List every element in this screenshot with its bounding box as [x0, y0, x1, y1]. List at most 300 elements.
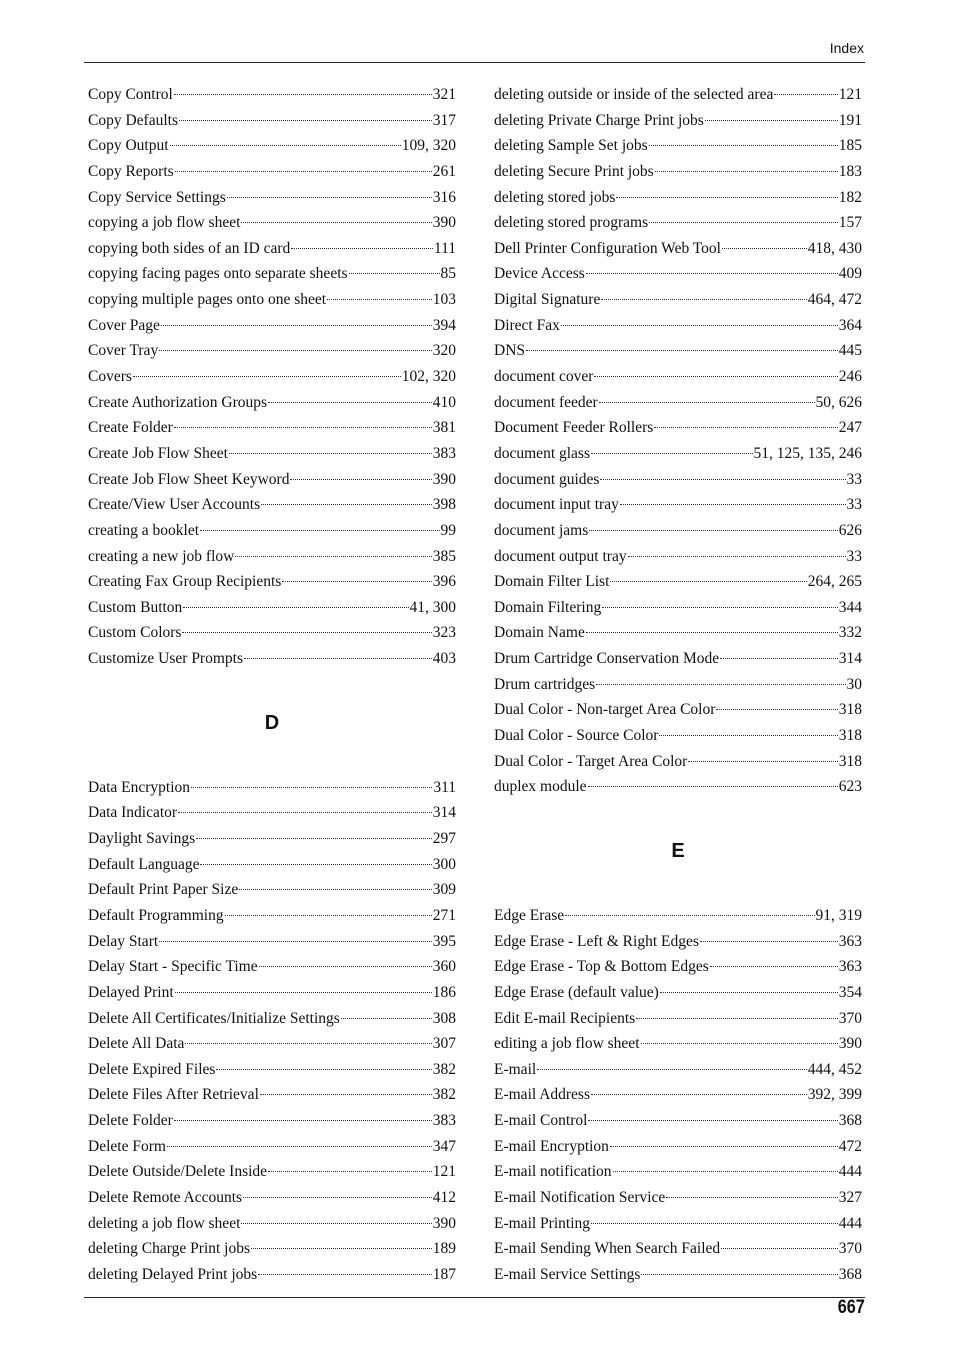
- index-term: copying facing pages onto separate sheets: [88, 265, 348, 283]
- index-page-refs: 623: [838, 778, 862, 796]
- index-term: Delete Folder: [88, 1112, 173, 1130]
- index-page-refs: 360: [432, 958, 456, 976]
- index-entry: [494, 1236, 862, 1262]
- index-entry: [88, 133, 456, 159]
- index-term: Document Feeder Rollers: [494, 419, 654, 437]
- index-term: deleting a job flow sheet: [88, 1214, 241, 1232]
- index-entry: [494, 287, 862, 313]
- index-term: document cover: [494, 368, 594, 386]
- index-entry: [494, 954, 862, 980]
- index-entry: [88, 338, 456, 364]
- dot-leader: [721, 1248, 838, 1249]
- dot-leader: [174, 94, 432, 95]
- index-entry: [88, 108, 456, 134]
- dot-leader: [159, 941, 432, 942]
- dot-leader: [649, 145, 838, 146]
- index-page-refs: 472: [838, 1137, 862, 1155]
- index-page-refs: 390: [838, 1035, 862, 1053]
- index-page-refs: 347: [432, 1137, 456, 1155]
- index-entry: [88, 185, 456, 211]
- index-term: Cover Tray: [88, 342, 159, 360]
- dot-leader: [716, 709, 837, 710]
- dot-leader: [649, 222, 838, 223]
- index-entry: [88, 775, 456, 801]
- index-page-refs: 354: [838, 983, 862, 1001]
- dot-leader: [291, 248, 433, 249]
- index-page-refs: 111: [433, 239, 456, 257]
- index-term: Dell Printer Configuration Web Tool: [494, 239, 721, 257]
- index-page-refs: 121: [432, 1163, 456, 1181]
- dot-leader: [227, 197, 432, 198]
- index-page-refs: 403: [432, 650, 456, 668]
- index-entry: [494, 1031, 862, 1057]
- index-entry: [494, 1006, 862, 1032]
- dot-leader: [710, 966, 838, 967]
- dot-leader: [241, 222, 431, 223]
- index-page-refs: 323: [432, 624, 456, 642]
- index-term: Custom Colors: [88, 624, 182, 642]
- index-term: Data Encryption: [88, 778, 191, 796]
- index-entry: [88, 210, 456, 236]
- index-entry: [494, 723, 862, 749]
- index-page-refs: 318: [838, 752, 862, 770]
- index-entry: [88, 364, 456, 390]
- index-entry: [88, 82, 456, 108]
- dot-leader: [268, 1171, 432, 1172]
- dot-leader: [591, 453, 753, 454]
- index-term: Edit E-mail Recipients: [494, 1009, 636, 1027]
- index-term: Domain Filtering: [494, 598, 602, 616]
- index-term: Delete Outside/Delete Inside: [88, 1163, 268, 1181]
- index-term: editing a job flow sheet: [494, 1035, 640, 1053]
- dot-leader: [200, 530, 439, 531]
- index-entry: [88, 800, 456, 826]
- header-rule: [84, 62, 865, 63]
- index-page-refs: 396: [432, 573, 456, 591]
- dot-leader: [641, 1043, 838, 1044]
- dot-leader: [341, 1018, 432, 1019]
- index-page-refs: 382: [432, 1086, 456, 1104]
- index-page-refs: 186: [432, 983, 456, 1001]
- index-group-d-continued: [494, 82, 862, 800]
- index-page-refs: 370: [838, 1009, 862, 1027]
- dot-leader: [720, 658, 838, 659]
- index-term: Domain Name: [494, 624, 585, 642]
- index-page-refs: 30: [846, 675, 862, 693]
- index-term: Delete Remote Accounts: [88, 1188, 243, 1206]
- index-entry: [494, 1108, 862, 1134]
- index-term: deleting stored programs: [494, 214, 649, 232]
- index-entry: [494, 929, 862, 955]
- dot-leader: [666, 1197, 837, 1198]
- dot-leader: [660, 992, 838, 993]
- index-page-refs: 307: [432, 1035, 456, 1053]
- index-term: Default Print Paper Size: [88, 881, 239, 899]
- index-entry: [494, 313, 862, 339]
- index-page-refs: 418, 430: [807, 239, 862, 257]
- dot-leader: [722, 248, 807, 249]
- index-page-refs: 395: [432, 932, 456, 950]
- index-page-refs: 368: [838, 1265, 862, 1283]
- index-term: document jams: [494, 521, 589, 539]
- index-page-refs: 316: [432, 188, 456, 206]
- index-term: copying multiple pages onto one sheet: [88, 291, 327, 309]
- index-entry: [88, 236, 456, 262]
- dot-leader: [225, 915, 432, 916]
- dot-leader: [591, 1094, 807, 1095]
- index-entry: [494, 1211, 862, 1237]
- index-entry: [494, 82, 862, 108]
- index-page-refs: 409: [838, 265, 862, 283]
- dot-leader: [183, 607, 408, 608]
- index-page-refs: 33: [846, 470, 862, 488]
- index-term: document feeder: [494, 393, 598, 411]
- index-term: E-mail notification: [494, 1163, 612, 1181]
- dot-leader: [282, 581, 431, 582]
- index-page-refs: 444: [838, 1163, 862, 1181]
- index-term: Copy Service Settings: [88, 188, 226, 206]
- index-term: Data Indicator: [88, 804, 178, 822]
- index-entry: [88, 467, 456, 493]
- dot-leader: [616, 197, 837, 198]
- index-term: Delete All Data: [88, 1035, 185, 1053]
- dot-leader: [613, 1171, 838, 1172]
- index-entry: [88, 826, 456, 852]
- index-entry: [494, 980, 862, 1006]
- index-entry: [494, 1082, 862, 1108]
- dot-leader: [700, 941, 838, 942]
- index-page-refs: 185: [838, 137, 862, 155]
- index-entry: [88, 1185, 456, 1211]
- index-page-refs: 157: [838, 214, 862, 232]
- index-page-refs: 398: [432, 496, 456, 514]
- index-group-d: [88, 775, 456, 1288]
- index-entry: [494, 749, 862, 775]
- index-page-refs: 99: [440, 521, 456, 539]
- index-page-refs: 182: [838, 188, 862, 206]
- index-page-refs: 187: [432, 1265, 456, 1283]
- index-page-refs: 318: [838, 727, 862, 745]
- dot-leader: [167, 1146, 432, 1147]
- index-entry: [88, 492, 456, 518]
- index-entry: [88, 544, 456, 570]
- index-page-refs: 121: [838, 86, 862, 103]
- dot-leader: [175, 992, 432, 993]
- dot-leader: [688, 761, 837, 762]
- index-entry: [494, 595, 862, 621]
- section-letter-e: E: [671, 839, 685, 862]
- index-entry: [88, 852, 456, 878]
- index-page-refs: 297: [432, 830, 456, 848]
- index-term: Copy Reports: [88, 162, 174, 180]
- index-entry: [88, 980, 456, 1006]
- index-page-refs: 321: [432, 86, 456, 103]
- index-page-refs: 445: [838, 342, 862, 360]
- index-entry: [88, 569, 456, 595]
- dot-leader: [589, 530, 837, 531]
- dot-leader: [179, 120, 432, 121]
- index-term: Daylight Savings: [88, 830, 196, 848]
- dot-leader: [175, 171, 432, 172]
- index-term: Delete Expired Files: [88, 1060, 216, 1078]
- index-page-refs: 363: [838, 932, 862, 950]
- index-entry: [88, 1236, 456, 1262]
- dot-leader: [636, 1018, 838, 1019]
- index-term: Delete Files After Retrieval: [88, 1086, 259, 1104]
- index-entry: [88, 1211, 456, 1237]
- index-term: Dual Color - Target Area Color: [494, 752, 688, 770]
- dot-leader: [261, 504, 432, 505]
- dot-leader: [596, 684, 845, 685]
- index-term: deleting Sample Set jobs: [494, 137, 648, 155]
- index-entry: [494, 697, 862, 723]
- dot-leader: [241, 1223, 431, 1224]
- index-group-c: [88, 82, 456, 672]
- index-entry: [494, 133, 862, 159]
- index-entry: [88, 595, 456, 621]
- index-entry: [494, 620, 862, 646]
- index-column-right: [494, 82, 862, 1288]
- index-page-refs: 264, 265: [807, 573, 862, 591]
- index-entry: [88, 620, 456, 646]
- dot-leader: [628, 556, 846, 557]
- index-term: creating a new job flow: [88, 547, 235, 565]
- index-page-refs: 344: [838, 598, 862, 616]
- index-entry: [494, 544, 862, 570]
- index-term: deleting Delayed Print jobs: [88, 1265, 258, 1283]
- index-page-refs: 314: [432, 804, 456, 822]
- index-entry: [494, 569, 862, 595]
- index-page-refs: 261: [432, 162, 456, 180]
- index-entry: [88, 1108, 456, 1134]
- dot-leader: [659, 735, 837, 736]
- dot-leader: [594, 376, 837, 377]
- index-entry: [494, 364, 862, 390]
- index-page-refs: 183: [838, 162, 862, 180]
- page-number: 667: [838, 1297, 865, 1318]
- index-page-refs: 103: [432, 291, 456, 309]
- dot-leader: [610, 1146, 838, 1147]
- index-page-refs: 109, 320: [401, 137, 456, 155]
- index-term: E-mail Service Settings: [494, 1265, 641, 1283]
- index-term: Copy Output: [88, 137, 169, 155]
- index-term: Dual Color - Source Color: [494, 727, 659, 745]
- dot-leader: [174, 427, 432, 428]
- dot-leader: [235, 556, 431, 557]
- index-page-refs: 317: [432, 111, 456, 129]
- dot-leader: [588, 1120, 837, 1121]
- footer-rule: [84, 1297, 865, 1298]
- index-term: Delete All Certificates/Initialize Settings: [88, 1009, 340, 1027]
- index-page-refs: 247: [838, 419, 862, 437]
- index-entry: [88, 313, 456, 339]
- index-group-e: [494, 903, 862, 1288]
- index-page-refs: 368: [838, 1112, 862, 1130]
- index-term: Create Folder: [88, 419, 173, 437]
- index-term: Edge Erase - Left & Right Edges: [494, 932, 699, 950]
- dot-leader: [182, 632, 431, 633]
- index-term: E-mail Address: [494, 1086, 590, 1104]
- index-term: E-mail Notification Service: [494, 1188, 666, 1206]
- dot-leader: [610, 581, 806, 582]
- index-term: deleting outside or inside of the selected area: [494, 86, 774, 103]
- index-term: Delay Start: [88, 932, 159, 950]
- index-page-refs: 385: [432, 547, 456, 565]
- index-page-refs: 464, 472: [807, 291, 862, 309]
- dot-leader: [774, 94, 837, 95]
- index-entry: [88, 1159, 456, 1185]
- index-page-refs: 327: [838, 1188, 862, 1206]
- dot-leader: [161, 325, 432, 326]
- index-term: Digital Signature: [494, 291, 601, 309]
- index-page-refs: 410: [432, 393, 456, 411]
- dot-leader: [229, 453, 432, 454]
- index-term: Cover Page: [88, 316, 160, 334]
- index-entry: [494, 646, 862, 672]
- index-entry: [88, 1057, 456, 1083]
- index-entry: [494, 210, 862, 236]
- index-entry: [494, 338, 862, 364]
- index-entry: [494, 1057, 862, 1083]
- index-entry: [494, 185, 862, 211]
- index-term: Creating Fax Group Recipients: [88, 573, 282, 591]
- index-page-refs: 370: [838, 1240, 862, 1258]
- index-term: Edge Erase - Top & Bottom Edges: [494, 958, 709, 976]
- running-header: Index: [829, 40, 864, 56]
- index-entry: [88, 1134, 456, 1160]
- index-page-refs: 444: [838, 1214, 862, 1232]
- dot-leader: [705, 120, 838, 121]
- index-term: DNS: [494, 342, 526, 360]
- index-term: E-mail: [494, 1060, 537, 1078]
- dot-leader: [591, 1223, 838, 1224]
- index-term: document glass: [494, 444, 590, 462]
- index-term: Copy Control: [88, 86, 173, 103]
- index-term: deleting Charge Print jobs: [88, 1240, 251, 1258]
- index-page-refs: 363: [838, 958, 862, 976]
- index-entry: [494, 1159, 862, 1185]
- index-entry: [494, 415, 862, 441]
- index-term: Delay Start - Specific Time: [88, 958, 258, 976]
- index-entry: [88, 441, 456, 467]
- index-entry: [494, 390, 862, 416]
- index-term: Drum cartridges: [494, 675, 596, 693]
- index-page-refs: 271: [432, 906, 456, 924]
- dot-leader: [588, 786, 838, 787]
- dot-leader: [159, 350, 432, 351]
- index-entry: [88, 646, 456, 672]
- dot-leader: [601, 299, 806, 300]
- index-entry: [88, 518, 456, 544]
- index-term: Default Programming: [88, 906, 224, 924]
- index-page-refs: 300: [432, 855, 456, 873]
- index-term: Covers: [88, 368, 132, 386]
- dot-leader: [243, 1197, 432, 1198]
- dot-leader: [239, 889, 432, 890]
- index-entry: [88, 390, 456, 416]
- index-term: Create Authorization Groups: [88, 393, 268, 411]
- dot-leader: [602, 607, 838, 608]
- index-term: document output tray: [494, 547, 627, 565]
- index-page-refs: 626: [838, 521, 862, 539]
- dot-leader: [620, 504, 846, 505]
- index-term: Delayed Print: [88, 983, 174, 1001]
- dot-leader: [349, 273, 440, 274]
- index-term: deleting stored jobs: [494, 188, 616, 206]
- index-term: Dual Color - Non-target Area Color: [494, 701, 716, 719]
- index-term: copying a job flow sheet: [88, 214, 241, 232]
- dot-leader: [290, 479, 431, 480]
- index-term: document guides: [494, 470, 600, 488]
- index-page-refs: 383: [432, 1112, 456, 1130]
- index-entry: [494, 774, 862, 800]
- index-page-refs: 390: [432, 470, 456, 488]
- dot-leader: [133, 376, 401, 377]
- index-entry: [88, 1262, 456, 1288]
- index-term: E-mail Printing: [494, 1214, 591, 1232]
- dot-leader: [260, 1094, 432, 1095]
- section-letter-d: D: [264, 711, 280, 734]
- dot-leader: [259, 966, 432, 967]
- dot-leader: [586, 632, 838, 633]
- dot-leader: [327, 299, 432, 300]
- dot-leader: [174, 1120, 432, 1121]
- dot-leader: [537, 1069, 807, 1070]
- index-entry: [88, 903, 456, 929]
- index-term: E-mail Encryption: [494, 1137, 609, 1155]
- index-page-refs: 390: [432, 214, 456, 232]
- index-column-left: [88, 82, 456, 1288]
- dot-leader: [244, 658, 432, 659]
- index-page-refs: 33: [846, 496, 862, 514]
- index-page-refs: 314: [838, 650, 862, 668]
- dot-leader: [268, 402, 432, 403]
- index-term: Default Language: [88, 855, 200, 873]
- index-page-refs: 189: [432, 1240, 456, 1258]
- dot-leader: [599, 402, 815, 403]
- index-entry: [494, 159, 862, 185]
- dot-leader: [178, 812, 432, 813]
- index-page-refs: 364: [838, 316, 862, 334]
- index-entry: [494, 441, 862, 467]
- index-term: creating a booklet: [88, 521, 200, 539]
- dot-leader: [216, 1069, 431, 1070]
- index-entry: [88, 287, 456, 313]
- index-entry: [88, 929, 456, 955]
- index-term: E-mail Sending When Search Failed: [494, 1240, 721, 1258]
- index-page-refs: 394: [432, 316, 456, 334]
- index-page-refs: 91, 319: [815, 906, 862, 924]
- index-term: Domain Filter List: [494, 573, 610, 591]
- index-entry: [88, 1006, 456, 1032]
- index-page-refs: 308: [432, 1009, 456, 1027]
- index-term: Customize User Prompts: [88, 650, 243, 668]
- dot-leader: [600, 479, 845, 480]
- dot-leader: [526, 350, 838, 351]
- dot-leader: [565, 915, 814, 916]
- index-term: Copy Defaults: [88, 111, 178, 129]
- index-page-refs: 390: [432, 1214, 456, 1232]
- dot-leader: [641, 1274, 837, 1275]
- index-term: Delete Form: [88, 1137, 166, 1155]
- index-page-refs: 51, 125, 135, 246: [753, 444, 862, 462]
- index-term: copying both sides of an ID card: [88, 239, 291, 257]
- dot-leader: [655, 171, 838, 172]
- index-page-refs: 444, 452: [807, 1060, 862, 1078]
- index-page-refs: 309: [432, 881, 456, 899]
- index-term: duplex module: [494, 778, 587, 796]
- index-term: Edge Erase (default value): [494, 983, 659, 1001]
